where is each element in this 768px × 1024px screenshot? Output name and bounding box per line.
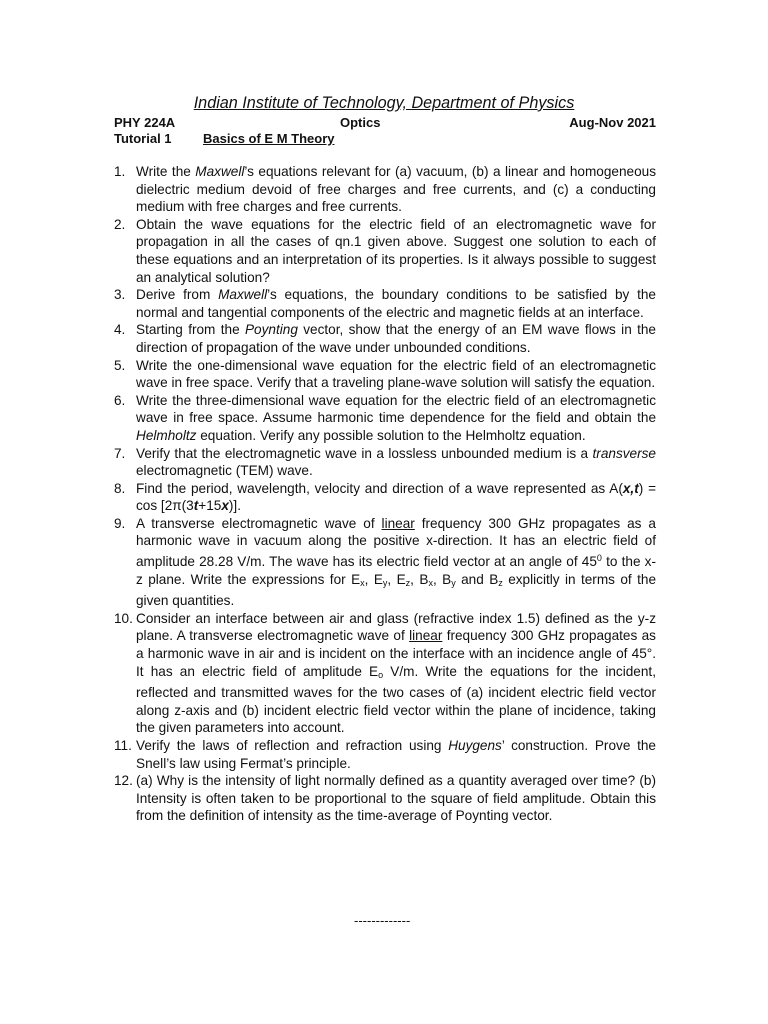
question-text: , B — [410, 571, 429, 587]
question-text: Derive from — [136, 287, 219, 303]
question-text: Find the period, wavelength, velocity and direction of a wave represented as A( — [136, 480, 623, 496]
question-text: Maxwell — [218, 287, 268, 303]
question-item — [114, 163, 656, 216]
tutorial-number: Tutorial 1 — [114, 131, 172, 146]
question-text: to the x-z plane. Write the expressions for E — [136, 554, 657, 587]
question-item — [114, 737, 656, 772]
course-code: PHY 224A — [114, 115, 176, 130]
question-item — [114, 321, 656, 356]
question-item — [114, 286, 656, 321]
question-text: transverse — [592, 445, 656, 461]
question-number: 2. — [114, 216, 126, 232]
question-text: explicitly in terms of the given quantities. — [136, 571, 657, 609]
question-text: vector, show that the energy of an EM wave flows in the direction of propagation of the wave under unbounded conditions. — [136, 322, 656, 355]
question-number: 12. — [114, 773, 133, 789]
question-text: Helmholtz — [136, 427, 197, 443]
question-text: Obtain the wave equations for the electric field of an electromagnetic wave for propagation in all the cases of qn.1 given above. Suggest one solution to each of these equations and an interpretation of its properties. Is it always possible to suggest an analytical solution? — [136, 216, 656, 285]
question-text: , E — [387, 571, 406, 587]
question-text: z — [405, 577, 411, 588]
question-text: , E — [364, 571, 383, 587]
question-number: 8. — [114, 480, 126, 496]
question-text: Consider an interface between air and glass (refractive index 1.5) defined as the y-z plane. A transverse electromagnetic wave of — [136, 610, 656, 644]
page-title: Indian Institute of Technology, Department of Physics — [193, 94, 575, 112]
question-text: and B — [455, 571, 499, 587]
question-text: )]. — [228, 498, 241, 514]
question-text: electromagnetic (TEM) wave. — [136, 463, 313, 479]
question-text: equation. Verify any possible solution to the Helmholtz equation. — [196, 427, 586, 443]
question-text: V/m. Write the equations for the incident, reflected and transmitted waves for the two cases of (a) incident electric field vector along z-axis and (b) incident electric field vector within the plane of incidence, taking the given parameters into account. — [136, 663, 656, 736]
question-list — [114, 163, 656, 825]
question-item — [114, 445, 656, 480]
question-text: 0 — [596, 553, 602, 564]
question-text: Verify the laws of reflection and refraction using — [136, 738, 449, 753]
tutorial-header-row — [114, 131, 656, 149]
question-text: ’s equations relevant for (a) vacuum, (b) a linear and homogeneous dielectric medium devoid of free charges and free currents, and (c) a conducting medium with free charges and free currents. — [136, 164, 657, 215]
question-item — [114, 216, 656, 286]
question-item — [114, 480, 656, 515]
question-number: 11. — [114, 738, 132, 753]
question-text: y — [451, 577, 456, 588]
question-text: ’ construction. Prove the Snell’s law using Fermat’s principle. — [136, 738, 656, 771]
question-text: Maxwell — [195, 164, 245, 179]
question-text: x,t — [622, 480, 639, 496]
course-subject: Optics — [340, 115, 381, 130]
question-text: z — [498, 577, 503, 588]
question-number: 5. — [114, 357, 126, 373]
question-text: Write the three-dimensional wave equation for the electric field of an electromagnetic wave in free space. Assume harmonic time dependence for the field and obtain the — [136, 392, 656, 426]
question-number: 1. — [114, 164, 126, 179]
question-number: 7. — [114, 445, 126, 461]
question-text: x — [221, 498, 229, 514]
question-text: Poynting — [244, 322, 298, 338]
question-number: 10. — [114, 610, 133, 626]
question-text: Starting from the — [136, 322, 245, 338]
question-text: t — [193, 498, 199, 514]
question-text: ’s equations, the boundary conditions to be satisfied by the normal and tangential components of the electric and magnetic fields at an interface. — [136, 287, 656, 320]
question-item — [114, 357, 656, 392]
question-number: 4. — [114, 322, 126, 338]
question-text: , B — [432, 571, 452, 587]
question-number: 3. — [114, 287, 126, 303]
question-text: frequency 300 GHz propagates as a harmonic wave in air and is incident on the interface with an incidence angle of 45°. It has an electric field of amplitude E — [136, 628, 656, 679]
question-text: A transverse electromagnetic wave of — [136, 515, 382, 531]
question-text: linear — [381, 515, 415, 531]
question-text: x — [360, 577, 365, 588]
question-item — [114, 392, 656, 445]
question-text: +15 — [198, 498, 222, 514]
question-item — [114, 610, 656, 737]
question-item — [114, 772, 656, 825]
question-text: Verify that the electromagnetic wave in a lossless unbounded medium is a — [136, 445, 593, 461]
question-text: (a) Why is the intensity of light normally defined as a quantity averaged over time? (b) Intensity is often taken to be proportional to the square of field amplitude. Obtain this from the definition of intensity as the time-average of Poynting vector. — [136, 773, 656, 824]
course-session: Aug-Nov 2021 — [569, 115, 656, 130]
question-item — [114, 515, 656, 610]
question-text: linear — [409, 628, 443, 644]
question-text: frequency 300 GHz propagates as a harmonic wave in vacuum along the positive x-direction. It has an electric field of amplitude 28.28 V/m. The wave has its electric field vector at an angle of 45 — [136, 515, 656, 570]
question-text: Huygens — [448, 738, 502, 753]
question-number: 6. — [114, 392, 126, 408]
question-text: ) = cos [2π(3 — [136, 480, 657, 514]
question-text: Write the — [136, 164, 196, 179]
tutorial-topic: Basics of E M Theory — [203, 131, 335, 146]
question-number: 9. — [114, 515, 126, 531]
question-text: x — [428, 577, 433, 588]
question-text: Write the one-dimensional wave equation for the electric field of an electromagnetic wave in free space. Verify that a traveling plane-wave solution will satisfy the equation. — [136, 357, 656, 391]
end-marker: ------------- — [354, 913, 411, 928]
question-text: y — [382, 577, 388, 588]
question-text: o — [378, 669, 384, 680]
